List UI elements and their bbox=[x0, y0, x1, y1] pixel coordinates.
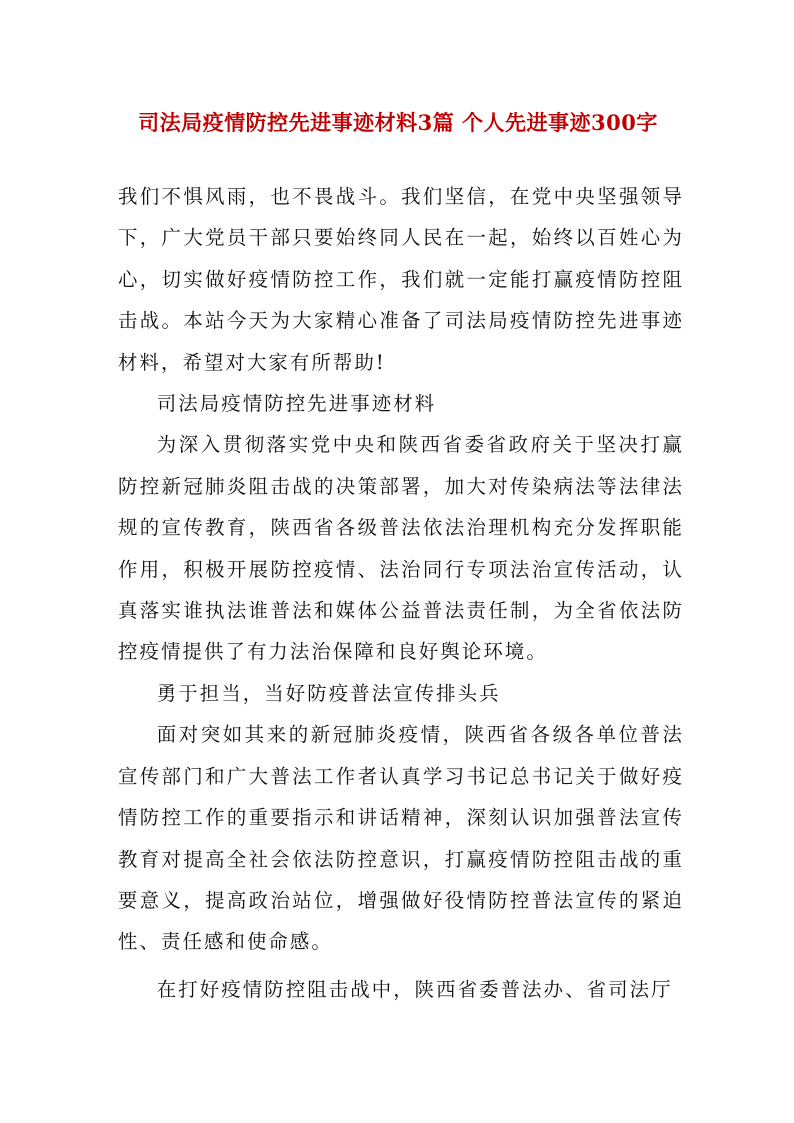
section-heading: 司法局疫情防控先进事迹材料 bbox=[156, 392, 437, 416]
body-paragraph: 在打好疫情防控阻击战中，陕西省委普法办、省司法厅 bbox=[156, 977, 673, 1001]
body-paragraph: 为深入贯彻落实党中央和陕西省委省政府关于坚决打赢防控新冠肺炎阻击战的决策部署，加大对传染病法等法律法规的宣传教育，陕西省各级普法依法治理机构充分发挥职能作用，积极开展防控疫情、法治同行专项法治宣传活动，认真落实谁执法谁普法和媒体公益普法责任制，为全省依法防控疫情提供了有力法治保障和良好舆论环境。 bbox=[118, 433, 684, 664]
intro-paragraph: 我们不惧风雨，也不畏战斗。我们坚信，在党中央坚强领导下，广大党员干部只要始终同人民在一起，始终以百姓心为心，切实做好疫情防控工作，我们就一定能打赢疫情防控阻击战。本站今天为大家精心准备了司法局疫情防控先进事迹材料，希望对大家有所帮助! bbox=[118, 185, 684, 374]
document-body bbox=[118, 176, 684, 1010]
body-paragraph: 面对突如其来的新冠肺炎疫情，陕西省各级各单位普法宣传部门和广大普法工作者认真学习书记总书记关于做好疫情防控工作的重要指示和讲话精神，深刻认识加强普法宣传教育对提高全社会依法防控意识，打赢疫情防控阻击战的重要意义，提高政治站位，增强做好役情防控普法宣传的紧迫性、责任感和使命感。 bbox=[118, 723, 684, 954]
subsection-heading: 勇于担当，当好防疫普法宣传排头兵 bbox=[156, 681, 501, 705]
document-title: 司法局疫情防控先进事迹材料3篇 个人先进事迹300字 bbox=[138, 110, 658, 135]
